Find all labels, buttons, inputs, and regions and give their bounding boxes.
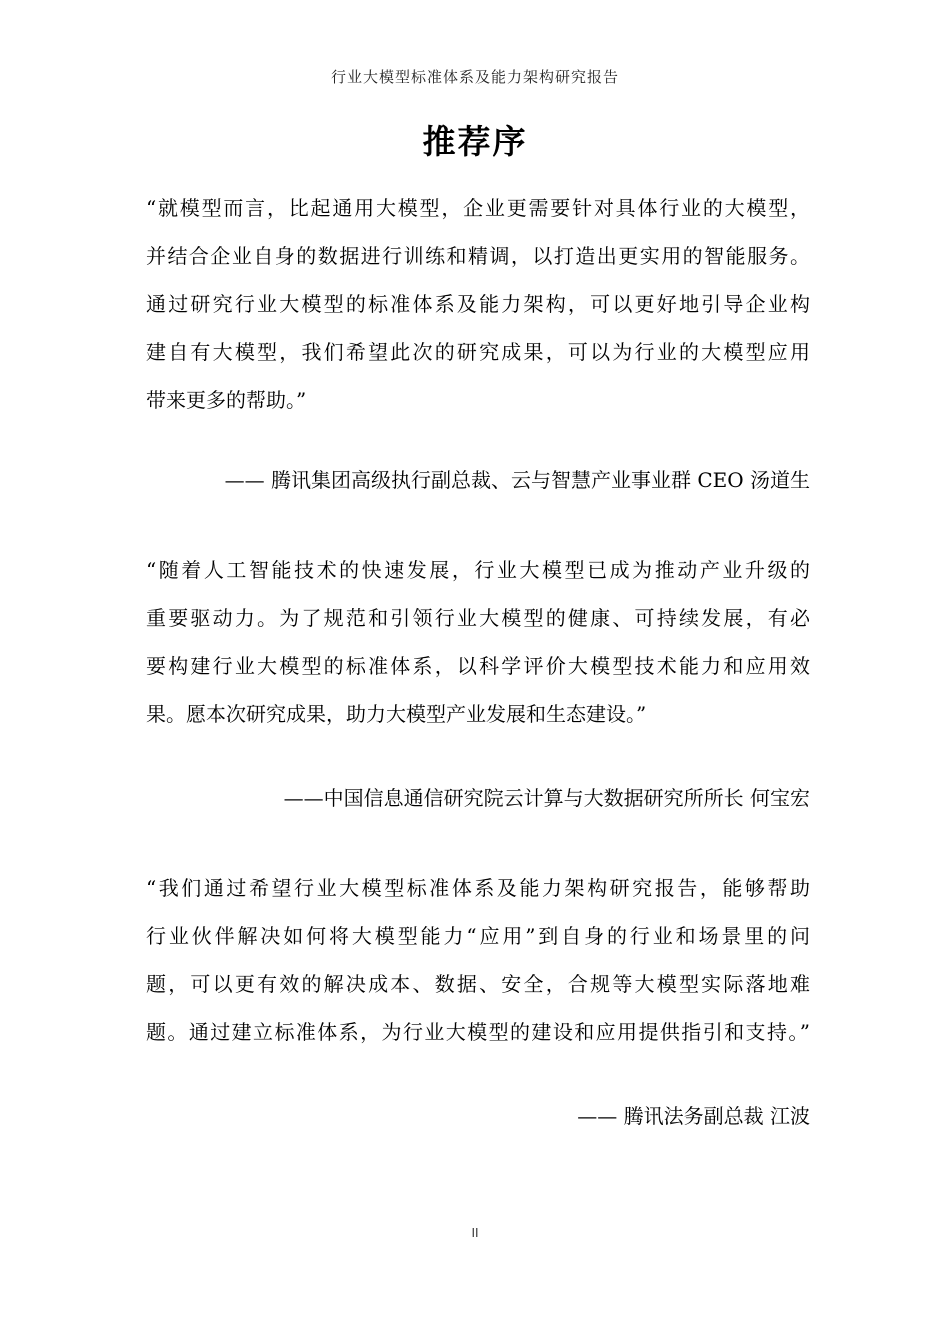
- quote-line: 果。愿本次研究成果，助力大模型产业发展和生态建设。”: [146, 702, 647, 726]
- quote-paragraph: [146, 546, 813, 738]
- page-title: 推荐序: [422, 122, 528, 161]
- quote-line: 要构建行业大模型的标准体系，以科学评价大模型技术能力和应用效: [146, 654, 813, 678]
- quote-line: 通过研究行业大模型的标准体系及能力架构，可以更好地引导企业构: [146, 292, 813, 316]
- quote-line: 并结合企业自身的数据进行训练和精调，以打造出更实用的智能服务。: [146, 244, 812, 268]
- page-number: II: [471, 1226, 479, 1240]
- quote-paragraph: [146, 864, 813, 1056]
- quote-line: 行业伙伴解决如何将大模型能力“应用”到自身的行业和场景里的问: [146, 924, 813, 948]
- quote-attribution: —— 腾讯法务副总裁 江波: [577, 1104, 810, 1128]
- running-header: 行业大模型标准体系及能力架构研究报告: [330, 68, 619, 86]
- quote-line: 带来更多的帮助。”: [146, 388, 307, 412]
- quote-line: 题。通过建立标准体系，为行业大模型的建设和应用提供指引和支持。”: [146, 1020, 812, 1044]
- quote-line: 重要驱动力。为了规范和引领行业大模型的健康、可持续发展，有必: [146, 606, 813, 630]
- quote-line: 建自有大模型，我们希望此次的研究成果，可以为行业的大模型应用: [146, 340, 813, 364]
- quote-line: “我们通过希望行业大模型标准体系及能力架构研究报告，能够帮助: [146, 876, 813, 900]
- quote-attribution: —— 腾讯集团高级执行副总裁、云与智慧产业事业群 CEO 汤道生: [224, 468, 810, 492]
- quote-attribution: ——中国信息通信研究院云计算与大数据研究所所长 何宝宏: [283, 786, 810, 810]
- quote-line: “就模型而言，比起通用大模型，企业更需要针对具体行业的大模型，: [146, 196, 812, 220]
- quote-line: 题，可以更有效的解决成本、数据、安全，合规等大模型实际落地难: [146, 972, 813, 996]
- quote-line: “随着人工智能技术的快速发展，行业大模型已成为推动产业升级的: [146, 558, 813, 582]
- quote-paragraph: [146, 184, 813, 424]
